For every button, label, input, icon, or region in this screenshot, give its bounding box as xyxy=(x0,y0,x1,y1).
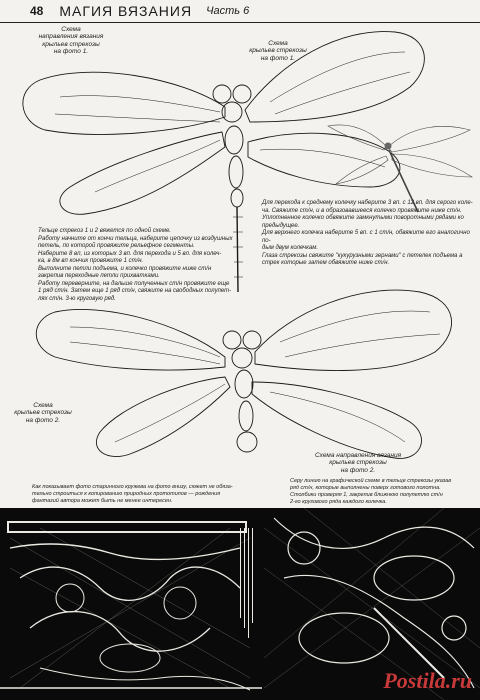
lower-eye-left xyxy=(223,331,241,349)
watermark: Postila.ru xyxy=(383,668,472,693)
body-instructions: Тельце стрекоз 1 и 2 вяжется по одной схеме. Работу начните от кончи тельца, наберите цепочку из воздушных петель, по которой провяжите рельефное сегменты. Наберите 8 вп, из которых 3 вп. для перехода и 5 вп. для колеч- ка, в 8м вп кончик провяжите 1 ст/н. Выполните петли подъема, и колечко провяжите ниже ст/н закрепив переходные петли прихватками. Работу переверните, на дальше полученных ст/н провяжите еще 1 ряд ст/н. Затем еще 1 ряд ст/н, свяжите на свободных полупет- лях ст/н. 3-ю круговую ряд. xyxy=(38,228,233,302)
wing-lower-right-top xyxy=(255,290,452,370)
caption-top-left: Схема направления вязания крыльев стрекозы на фото 1. xyxy=(38,26,104,56)
wing-lower-left-bottom xyxy=(96,377,230,457)
upper-eye-right xyxy=(233,85,251,103)
magazine-title: МАГИЯ ВЯЗАНИЯ xyxy=(59,3,193,19)
lower-eye-right xyxy=(243,331,261,349)
wing-lower-left-top xyxy=(36,309,225,370)
part-label: Часть 6 xyxy=(206,5,250,17)
wing-upper-left-bottom xyxy=(60,132,225,214)
upper-eye-left xyxy=(213,85,231,103)
lower-head xyxy=(232,348,252,368)
photo-lace-left xyxy=(0,508,262,700)
caption-top-center: Схема крыльев стрекозы на фото 1. xyxy=(249,40,307,62)
lace-photos xyxy=(0,508,480,700)
wing-instructions: Серу линию на графической схеме в тельце стрекозы указав ряд ст/н, которые выполнены поверх готового полотна. Столбики проверяя 1, закрепив ближнюю полупетлю ст/н 2-го кругового ряда каждого колечка. xyxy=(290,478,452,505)
lower-thorax xyxy=(235,370,253,398)
caption-bottom-right: Схема направления вязания крыльев стрекозы на фото 2. xyxy=(314,452,402,474)
wing-upper-left-top xyxy=(23,72,225,134)
photo-note: Как показывает фото старинного кружева на фото внизу, сюжет не обяза- тельно строиться к копированию природных прототипов — рождения фантазий автора может быть не менее интересен. xyxy=(32,484,233,504)
caption-mid-left: Схема крыльев стрекозы на фото 2. xyxy=(14,402,72,424)
lower-tail-ring xyxy=(237,432,257,452)
page-header xyxy=(0,0,480,23)
page-number: 48 xyxy=(30,4,44,18)
upper-thorax xyxy=(225,126,243,154)
head-instructions: Для перехода к среднему колечку наберите 3 вп. с 12 вп. для серого коле- ча. Свяжите ст/н, и в образовавшееся колечко провяжите ниже ст/н. Уплотненное колечко обвяжите замкнутыми поворотными рядами ко предыдущее. Для верхнего колечка наберите 5 вп. с 1 ст/н, обвяжите его аналогично по- дым двум колечкам. Глаза стрекозы свяжите "кукурузными зернами" с петелек подъема а стрек которые затем обвяжите ниже ст/н. xyxy=(262,200,473,266)
wing-upper-right-bottom xyxy=(248,133,400,187)
